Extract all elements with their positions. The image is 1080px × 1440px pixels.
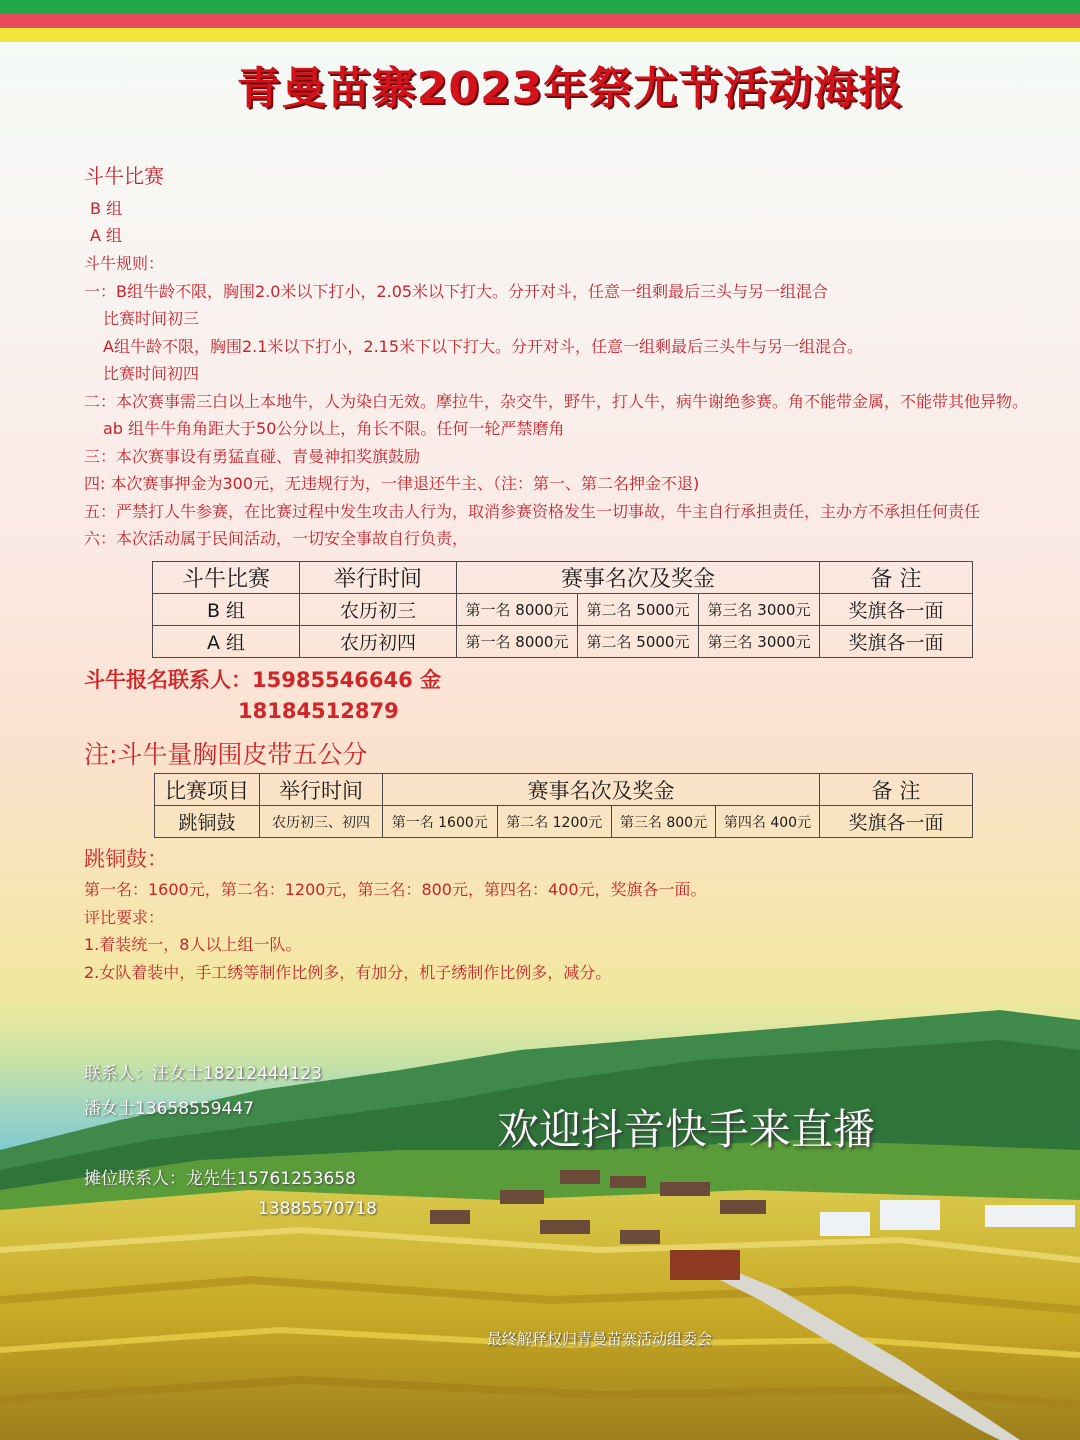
table-cell: 第二名 1200元 [497,806,612,838]
table-header: 赛事名次及奖金 [383,774,820,806]
table-cell: 第二名 5000元 [578,626,699,658]
table-header: 斗牛比赛 [153,562,300,594]
table-header-row [155,774,973,806]
table-cell: 第三名 3000元 [699,626,820,658]
stall-contact-2: 13885570718 [258,1199,377,1219]
drum-heading: 跳铜鼓： [84,847,168,871]
table-header: 赛事名次及奖金 [457,562,820,594]
drum-req-2: 2.女队着装中，手工绣等制作比例多，有加分，机子绣制作比例多，减分。 [84,963,612,982]
rule-3: 三：本次赛事设有勇猛直碰、青曼神扣奖旗鼓励 [84,447,421,466]
table-cell: A 组 [153,626,300,658]
table-header: 举行时间 [300,562,457,594]
table-cell: 农历初三、初四 [260,806,383,838]
footer-note: 最终解释权归青曼苗寨活动组委会 [487,1330,713,1348]
table-header: 备 注 [820,562,973,594]
table-cell: 奖旗各一面 [820,626,973,658]
table-cell: 第三名 3000元 [699,594,820,626]
table-header-row [153,562,973,594]
group-b-label: B 组 [90,199,123,218]
rule-1: 一：B组牛龄不限，胸围2.0米以下打小，2.05米以下打大。分开对斗，任意一组剩最后三头与另一组混合 [84,282,829,301]
signup-contact: 斗牛报名联系人：15985546646 金 [84,668,442,692]
drum-req-1: 1.着装统一，8人以上组一队。 [84,935,302,954]
table-cell: 第一名 1600元 [383,806,498,838]
table-cell: 农历初四 [300,626,457,658]
table-cell: B 组 [153,594,300,626]
red-stripe [0,14,1080,28]
table-cell: 奖旗各一面 [820,806,973,838]
rule-1b: A组牛龄不限，胸围2.1米以下打小，2.15米下以下打大。分开对斗，任意一组剩最后三头牛与另一组混合。 [103,337,864,356]
table-row [155,806,973,838]
drum-req-label: 评比要求： [84,908,165,927]
rule-2b: ab 组牛牛角角距大于50公分以上，角长不限。任何一轮严禁磨角 [103,419,565,438]
rules-label: 斗牛规则： [84,254,165,273]
table-header: 举行时间 [260,774,383,806]
table-row [153,626,973,658]
contact-1: 联系人：汪女士18212444123 [84,1064,322,1084]
table-cell: 农历初三 [300,594,457,626]
poster-title: 青曼苗寨2023年祭尤节活动海报 [236,63,904,114]
table-cell: 第二名 5000元 [578,594,699,626]
table-cell: 第四名 400元 [715,806,819,838]
rule-1b-time: 比赛时间初四 [103,364,200,383]
table-cell: 第一名 8000元 [457,626,578,658]
bullfight-heading: 斗牛比赛 [84,164,164,188]
drum-prizes: 第一名：1600元，第二名：1200元，第三名：800元，第四名：400元，奖旗各一面。 [84,880,707,899]
measure-note: 注:斗牛量胸围皮带五公分 [84,740,368,769]
table-cell: 奖旗各一面 [820,594,973,626]
rule-2: 二：本次赛事需三白以上本地牛，人为染白无效。摩拉牛，杂交牛，野牛，打人牛，病牛谢绝参赛。角不能带金属，不能带其他异物。 [84,392,1029,411]
yellow-stripe [0,28,1080,42]
table-header: 备 注 [820,774,973,806]
welcome-banner: 欢迎抖音快手来直播 [497,1105,876,1154]
rule-1-time: 比赛时间初三 [103,309,200,328]
table-cell: 跳铜鼓 [155,806,260,838]
rule-6: 六：本次活动属于民间活动，一切安全事故自行负责， [84,529,469,548]
rule-4: 四: 本次赛事押金为300元，无违规行为，一律退还牛主、（注：第一、第二名押金不退) [84,474,700,493]
rule-5: 五：严禁打人牛参赛，在比赛过程中发生攻击人行为，取消参赛资格发生一切事故，牛主自行承担责任，主办方不承担任何责任 [84,502,981,521]
table-cell: 第三名 800元 [612,806,716,838]
signup-phone-2: 18184512879 [238,699,399,723]
stall-contact: 摊位联系人：龙先生15761253658 [84,1169,356,1189]
group-a-label: A 组 [90,226,123,245]
bullfight-prize-table [152,561,973,658]
table-row [153,594,973,626]
green-stripe [0,0,1080,14]
table-cell: 第一名 8000元 [457,594,578,626]
drum-prize-table [154,773,973,838]
contact-2: 潘女士13658559447 [84,1099,254,1119]
table-header: 比赛项目 [155,774,260,806]
